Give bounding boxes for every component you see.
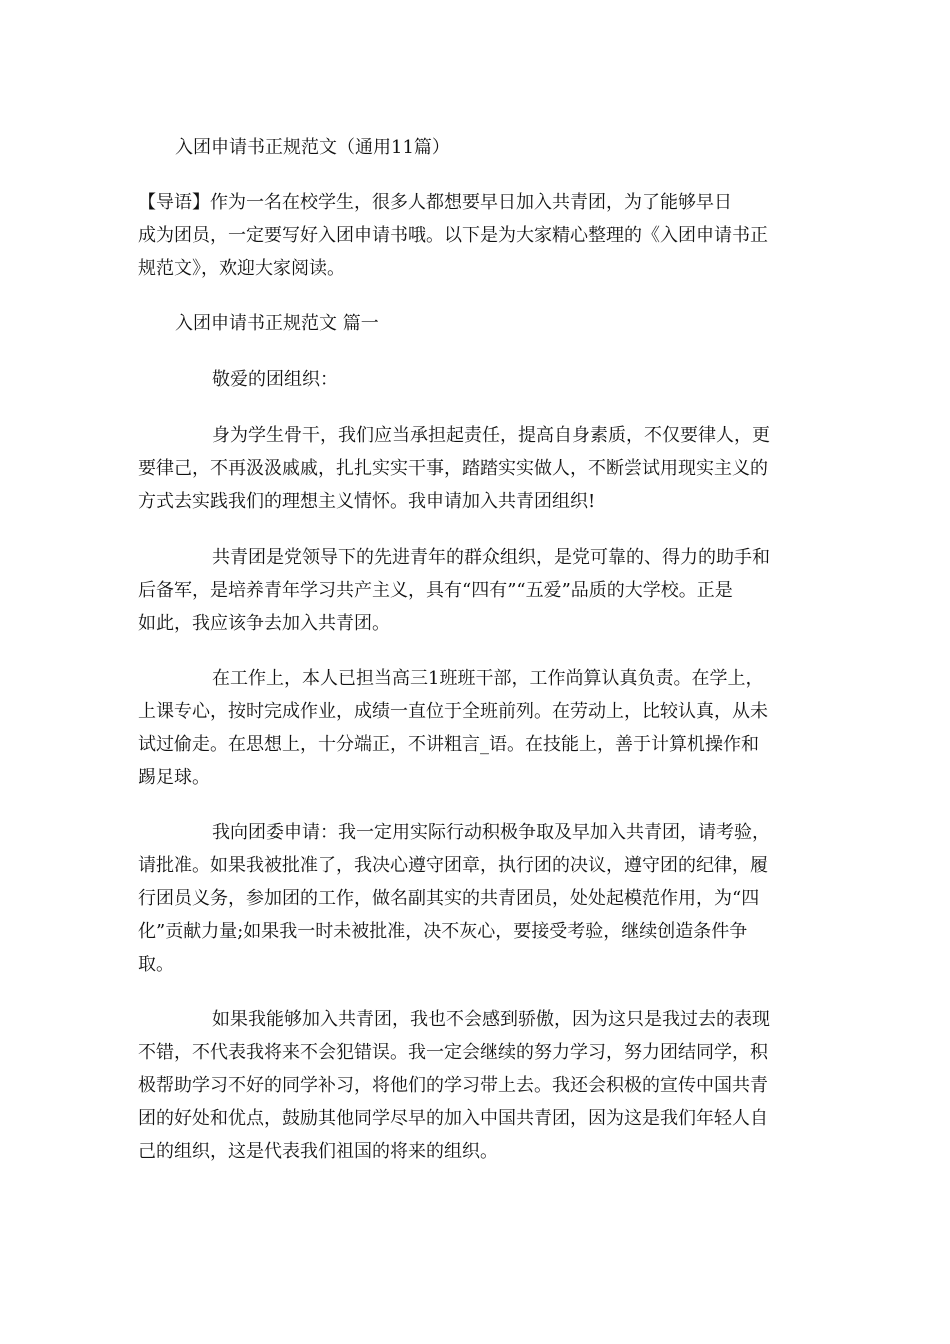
intro-line: 成为团员，一定要写好入团申请书哦。以下是为大家精心整理的《入团申请书正 xyxy=(138,225,768,246)
section-heading: 入团申请书正规范文 篇一 xyxy=(175,313,379,334)
paragraph-line: 如果我能够加入共青团，我也不会感到骄傲，因为这只是我过去的表现 xyxy=(212,1009,770,1030)
paragraph-line: 己的组织，这是代表我们祖国的将来的组织。 xyxy=(138,1141,498,1162)
paragraph-line: 在工作上，本人已担当高三1班班干部，工作尚算认真负责。在学上， xyxy=(212,668,764,689)
paragraph-line: 请批准。如果我被批准了，我决心遵守团章，执行团的决议，遵守团的纪律，履 xyxy=(138,855,768,876)
intro-line: 【导语】作为一名在校学生，很多人都想要早日加入共青团，为了能够早日 xyxy=(138,192,732,213)
paragraph-line: 团的好处和优点，鼓励其他同学尽早的加入中国共青团，因为这是我们年轻人自 xyxy=(138,1108,768,1129)
paragraph-line: 身为学生骨干，我们应当承担起责任，提高自身素质，不仅要律人，更 xyxy=(212,425,770,446)
paragraph-line: 行团员义务，参加团的工作，做名副其实的共青团员，处处起模范作用，为“四 xyxy=(138,888,760,909)
paragraph-line: 化”贡献力量;如果我一时未被批准，决不灰心，要接受考验，继续创造条件争 xyxy=(138,921,748,942)
paragraph-line: 共青团是党领导下的先进青年的群众组织，是党可靠的、得力的助手和 xyxy=(212,547,770,568)
paragraph-line: 我向团委申请：我一定用实际行动积极争取及早加入共青团，请考验， xyxy=(212,822,770,843)
paragraph-line: 方式去实践我们的理想主义情怀。我申请加入共青团组织! xyxy=(138,491,596,512)
paragraph-line: 取。 xyxy=(138,954,174,975)
paragraph-line: 不错，不代表我将来不会犯错误。我一定会继续的努力学习，努力团结同学，积 xyxy=(138,1042,768,1063)
paragraph-line: 上课专心，按时完成作业，成绩一直位于全班前列。在劳动上，比较认真，从未 xyxy=(138,701,768,722)
document-title: 入团申请书正规范文（通用11篇） xyxy=(175,137,450,158)
paragraph-line: 踢足球。 xyxy=(138,767,210,788)
paragraph-line: 如此，我应该争去加入共青团。 xyxy=(138,613,390,634)
paragraph-line: 要律己，不再汲汲戚戚，扎扎实实干事，踏踏实实做人，不断尝试用现实主义的 xyxy=(138,458,768,479)
paragraph-line: 后备军，是培养青年学习共产主义，具有“四有”“五爱”品质的大学校。正是 xyxy=(138,580,733,601)
intro-line: 规范文》，欢迎大家阅读。 xyxy=(138,258,345,279)
paragraph-line: 试过偷走。在思想上，十分端正，不讲粗言_语。在技能上，善于计算机操作和 xyxy=(138,734,759,755)
salutation: 敬爱的团组织： xyxy=(212,369,338,390)
paragraph-line: 极帮助学习不好的同学补习，将他们的学习带上去。我还会积极的宣传中国共青 xyxy=(138,1075,768,1096)
